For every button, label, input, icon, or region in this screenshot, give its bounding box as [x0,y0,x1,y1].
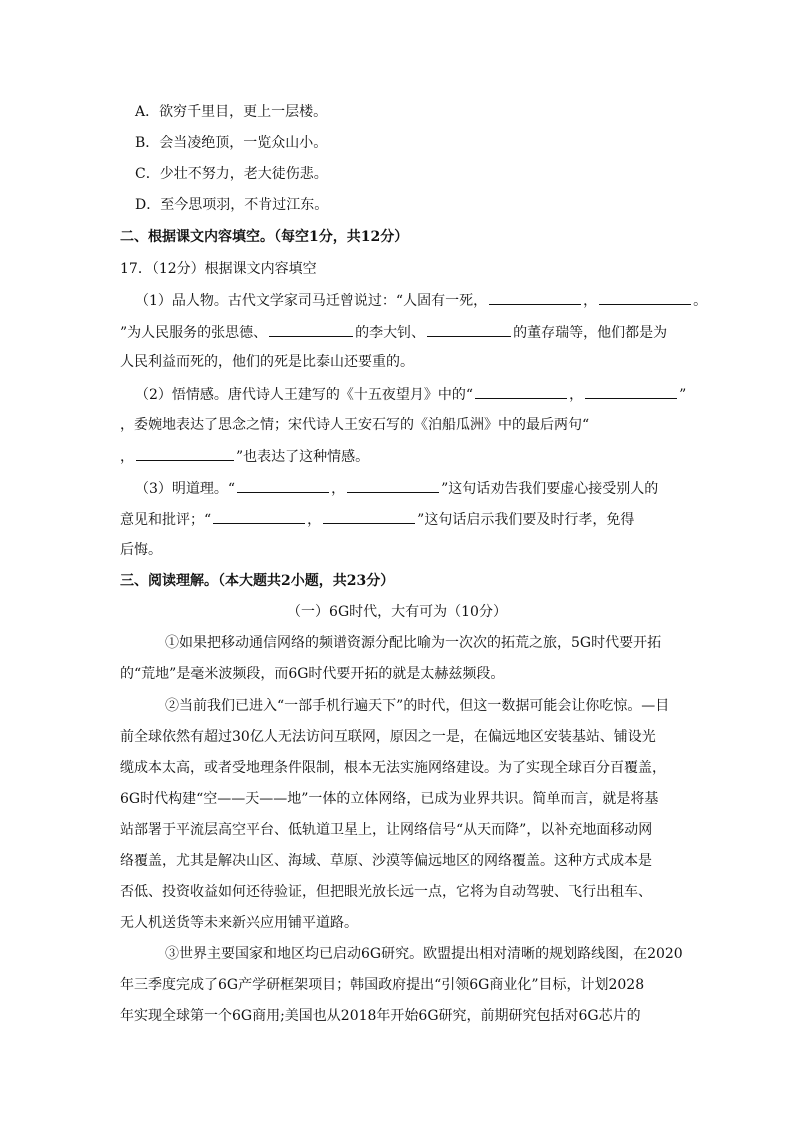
q17-part1-line2 [120,322,667,343]
answer-blank[interactable] [599,290,691,305]
option-d: D．至今思项羽，不肯过江东。 [135,197,329,213]
q17-part2-text2: ”也表达了这种情感。 [236,449,370,465]
q17-part2-end: ” [679,387,687,403]
option-a: A．欲穷千里目，更上一层楼。 [135,104,328,120]
option-c: C．少壮不努力，老大徒伤悲。 [135,166,328,182]
para1-line: ①如果把移动通信网络的频谱资源分配比喻为一次次的拓荒之旅，5G时代要开拓 [165,635,662,651]
q17-part2-text: （2）悟情感。唐代诗人王建写的《十五夜望月》中的“ [135,387,474,403]
para1-line: 的“荒地”是毫米波频段，而6G时代要开拓的就是太赫兹频段。 [120,666,505,682]
q17-part3-text2: ”这句话劝告我们要虚心接受别人的 [441,481,659,497]
q17-part1-line3: 人民利益而死的，他们的死是比泰山还要重的。 [120,354,414,370]
q17-part3-text4: ”这句话启示我们要及时行孝，免得 [417,512,635,528]
section2-heading: 二、根据课文内容填空。（每空1分，共12分） [120,229,409,245]
answer-blank[interactable] [347,478,439,493]
para2-line: 无人机送货等未来新兴应用铺平道路。 [120,915,358,931]
answer-blank[interactable] [475,384,567,399]
q17-part2-line3 [120,446,369,467]
answer-blank[interactable] [213,509,305,524]
question-17-title: 17．（12分）根据课文内容填空 [120,261,317,277]
para2-line: 前全球依然有超过30亿人无法访问互联网，原因之一是，在偏远地区安装基站、铺设光 [120,729,656,745]
q17-part1-sep: ， [583,293,598,309]
q17-part1-text: （1）品人物。古代文学家司马迁曾说过：“人固有一死， [135,293,488,309]
q17-part3-line3: 后悔。 [120,542,162,558]
para3-line: 年三季度完成了6G产学研框架项目；韩国政府提出“引领6G商业化”目标，计划2028 [120,977,645,993]
para3-line: ③世界主要国家和地区均已启动6G研究。欧盟提出相对清晰的规划路线图，在2020 [165,946,683,962]
section3-heading: 三、阅读理解。（本大题共2小题，共23分） [120,573,395,589]
para2-line: 否低、投资收益如何还待验证，但把眼光放长远一点，它将为自动驾驶、飞行出租车、 [120,884,652,900]
answer-blank[interactable] [489,290,581,305]
para2-line: 站部署于平流层高空平台、低轨道卫星上，让网络信号“从天而降”，以补充地面移动网 [120,822,653,838]
para2-line: 6G时代构建“空——天——地”一体的立体网络，已成为业界共识。简单而言，就是将基 [120,791,659,807]
para2-line: ②当前我们已进入“一部手机行遍天下”的时代，但这一数据可能会让你吃惊。—目 [165,698,670,714]
passage-title: （一）6G时代，大有可为（10分） [287,604,507,620]
q17-part3-text3: 意见和批评；“ [120,512,212,528]
q17-part3-line2 [120,509,634,530]
option-b: B．会当凌绝顶，一览众山小。 [135,135,328,151]
q17-part1-text3: 的李大钊、 [355,325,426,341]
answer-blank[interactable] [427,322,511,337]
answer-blank[interactable] [136,446,234,461]
answer-blank[interactable] [237,478,329,493]
answer-blank[interactable] [269,322,353,337]
q17-part3-sep2: ， [307,512,322,528]
q17-part3-line1 [135,478,658,499]
q17-part2-sep2: ， [120,449,134,465]
answer-blank[interactable] [323,509,415,524]
q17-part1-line1 [135,290,707,311]
q17-part1-text2: ”为人民服务的张思德、 [120,325,268,341]
q17-part3-text: （3）明道理。“ [135,481,236,497]
para3-line: 年实现全球第一个6G商用;美国也从2018年开始6G研究，前期研究包括对6G芯片的 [120,1008,641,1024]
q17-part1-end: 。 [693,293,708,309]
q17-part2-line1 [135,384,686,405]
q17-part2-sep: ， [569,387,584,403]
answer-blank[interactable] [585,384,677,399]
q17-part2-line2: ，委婉地表达了思念之情；宋代诗人王安石写的《泊船瓜洲》中的最后两句“ [120,417,590,433]
q17-part1-text4: 的董存瑞等，他们都是为 [513,325,668,341]
para2-line: 缆成本太高，或者受地理条件限制，根本无法实施网络建设。为了实现全球百分百覆盖， [120,760,666,776]
para2-line: 络覆盖，尤其是解决山区、海域、草原、沙漠等偏远地区的网络覆盖。这种方式成本是 [120,853,652,869]
q17-part3-sep: ， [331,481,346,497]
